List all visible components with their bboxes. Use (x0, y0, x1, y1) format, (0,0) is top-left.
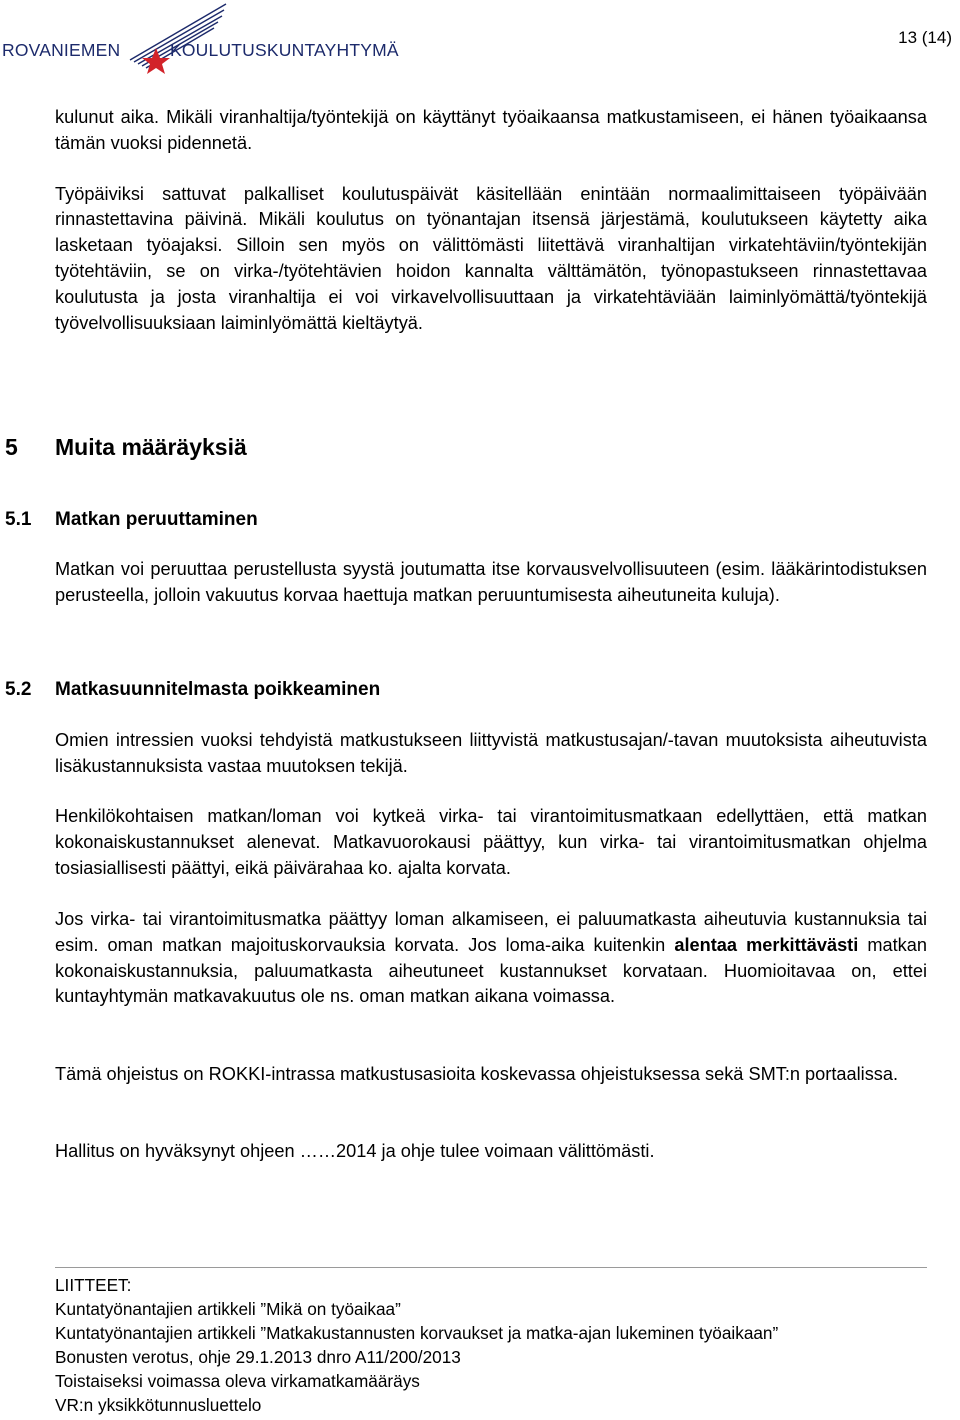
attachment-item: Kuntatyönantajien artikkeli ”Matkakustannusten korvaukset ja matka-ajan lukeminen työaikaan” (55, 1323, 779, 1343)
logo-text-koulutuskuntayhtyma: KOULUTUSKUNTAYHTYMÄ (170, 40, 399, 60)
paragraph-own-interests: Omien intressien vuoksi tehdyistä matkustukseen liittyvistä matkustusajan/-tavan muutoksista aiheutuvista lisäkustannuksista vastaa muutoksen tekijä. (55, 730, 927, 776)
paragraph-approval: Hallitus on hyväksynyt ohjeen ……2014 ja ohje tulee voimaan välittömästi. (55, 1141, 655, 1161)
page-header (0, 0, 960, 80)
section-5-2-title: Matkasuunnitelmasta poikkeaminen (55, 679, 381, 700)
page-number: 13 (14) (898, 28, 952, 47)
section-5-1-heading (5, 509, 258, 531)
paragraph-continued: kulunut aika. Mikäli viranhaltija/työntekijä on käyttänyt työaikaansa matkustamiseen, ei hänen työaikaansa tämän vuoksi pidennetä. (55, 107, 927, 153)
section-5-2-heading (5, 679, 380, 701)
paragraph-holiday-return (55, 907, 927, 1010)
section-5-2-number: 5.2 (5, 679, 32, 700)
holiday-text-part1: Jos virka- tai virantoimitusmatka päättyy loman alkamiseen, ei paluumatkasta aiheutuvia kustannuksia tai esim. oman matkan majoituskorvauksia korvata. Jos loma-aika kuitenkin (55, 909, 927, 955)
holiday-text-part2: matkan kokonaiskustannuksia, paluumatkasta aiheutuneet kustannukset korvataan. Huomioitavaa on, ettei kuntayhtymän matkavakuutus ole ns. oman matkan aikana voimassa. (55, 934, 927, 1007)
section-5-1-number: 5.1 (5, 509, 32, 530)
attachment-item: Kuntatyönantajien artikkeli ”Mikä on työaikaa” (55, 1299, 401, 1319)
attachment-item: Toistaiseksi voimassa oleva virkamatkamääräys (55, 1371, 420, 1391)
attachment-item: Bonusten verotus, ohje 29.1.2013 dnro A11/200/2013 (55, 1347, 461, 1367)
paragraph-trip-cancellation: Matkan voi peruuttaa perustellusta syystä joutumatta itse korvausvelvollisuuteen (esim. lääkärintodistuksen perusteella, jolloin vakuutus korvaa haettuja matkan peruuntumisesta aiheutuneita kuluja). (55, 559, 927, 605)
paragraph-intranet-note: Tämä ohjeistus on ROKKI-intrassa matkustusasioita koskevassa ohjeistuksessa sekä SMT:n portaalissa. (55, 1064, 899, 1084)
holiday-text-bold: alentaa merkittävästi (674, 934, 859, 955)
attachments-section (55, 1267, 927, 1417)
section-5-heading (5, 434, 247, 461)
logo-text-rovaniemen: ROVANIEMEN (2, 40, 121, 60)
section-5-title: Muita määräyksiä (55, 434, 247, 460)
organization-logo (2, 2, 402, 78)
section-5-1-title: Matkan peruuttaminen (55, 509, 258, 530)
attachment-item: VR:n yksikkötunnusluettelo (55, 1395, 262, 1415)
attachments-heading: LIITTEET: (55, 1275, 132, 1295)
section-5-number: 5 (5, 434, 18, 460)
paragraph-personal-trip: Henkilökohtaisen matkan/loman voi kytkeä virka- tai virantoimitusmatkaan edellyttäen, että matkan kokonaiskustannukset alenevat. Matkavuorokausi päättyy, kun virka- tai virantoimitusmatkan ohjelma tosiasiallisesti päättyi, eikä päivärahaa ko. ajalta korvata. (55, 806, 927, 878)
intro-paragraphs (55, 105, 927, 336)
paragraph-training-days: Työpäiviksi sattuvat palkalliset koulutuspäivät käsitellään enintään normaalimittaiseen työpäivään rinnastettavina päivinä. Mikäli koulutus on työnantajan itsensä järjestämä, koulutukseen käytetty aika lasketaan työajaksi. Silloin sen myös on välittömästi liitettävä viranhaltijan virkatehtäviin/työntekijän työtehtäviin, se on virka-/työtehtävien hoidon kannalta välttämätön, työnopastukseen rinnastettavaa koulutusta ja josta viranhaltija ei voi virkavelvollisuuttaan ja virkatehtäviään laiminlyömättä/työntekijä työvelvollisuuksiaan laiminlyömättä kieltäytyä. (55, 183, 927, 333)
